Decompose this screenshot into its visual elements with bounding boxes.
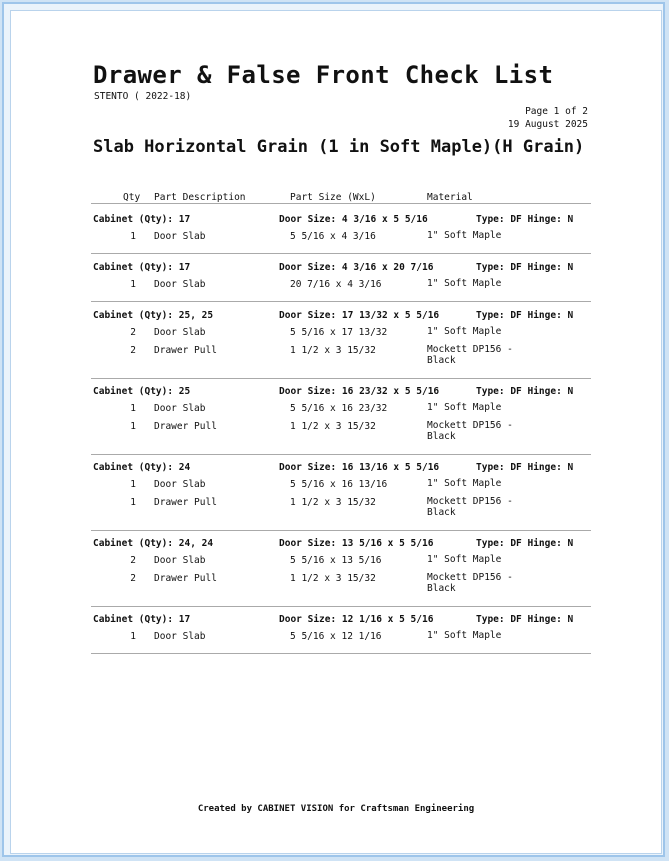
part-description: Door Slab <box>154 279 206 290</box>
part-description: Door Slab <box>154 479 206 490</box>
part-description: Door Slab <box>154 631 206 642</box>
door-size: Door Size: 16 23/32 x 5 5/16 <box>279 386 440 397</box>
cabinet-qty: Cabinet (Qty): 17 <box>93 262 191 273</box>
type-hinge: Type: DF Hinge: N <box>476 310 574 321</box>
part-material: Mockett DP156 - Black <box>427 572 513 594</box>
report-page <box>10 10 662 854</box>
part-description: Drawer Pull <box>154 497 217 508</box>
part-description: Drawer Pull <box>154 573 217 584</box>
part-size: 1 1/2 x 3 15/32 <box>290 573 376 584</box>
part-qty: 2 <box>130 345 136 356</box>
part-size: 5 5/16 x 16 13/16 <box>290 479 388 490</box>
type-hinge: Type: DF Hinge: N <box>476 462 574 473</box>
col-size-header: Part Size (WxL) <box>290 192 376 203</box>
part-size: 1 1/2 x 3 15/32 <box>290 345 376 356</box>
part-size: 5 5/16 x 16 23/32 <box>290 403 388 414</box>
report-date: 19 August 2025 <box>507 119 588 130</box>
part-size: 5 5/16 x 17 13/32 <box>290 327 388 338</box>
part-material: 1" Soft Maple <box>427 230 502 241</box>
type-hinge: Type: DF Hinge: N <box>476 214 574 225</box>
page-number: Page 1 of 2 <box>525 106 588 117</box>
part-size: 5 5/16 x 4 3/16 <box>290 231 376 242</box>
door-size: Door Size: 4 3/16 x 20 7/16 <box>279 262 434 273</box>
part-qty: 1 <box>130 403 136 414</box>
door-size: Door Size: 13 5/16 x 5 5/16 <box>279 538 434 549</box>
part-qty: 2 <box>130 327 136 338</box>
footer-credit: Created by CABINET VISION for Craftsman Engineering <box>197 804 475 814</box>
cabinet-qty: Cabinet (Qty): 25, 25 <box>93 310 214 321</box>
section-title: Slab Horizontal Grain (1 in Soft Maple)(H Grain) <box>93 137 585 157</box>
part-qty: 1 <box>130 479 136 490</box>
part-qty: 2 <box>130 555 136 566</box>
part-material: 1" Soft Maple <box>427 278 502 289</box>
door-size: Door Size: 17 13/32 x 5 5/16 <box>279 310 440 321</box>
part-size: 5 5/16 x 13 5/16 <box>290 555 382 566</box>
part-qty: 1 <box>130 421 136 432</box>
part-description: Door Slab <box>154 327 206 338</box>
job-name: STENTO ( 2022-18) <box>94 91 192 102</box>
page-info <box>508 105 588 131</box>
part-qty: 1 <box>130 631 136 642</box>
part-qty: 2 <box>130 573 136 584</box>
part-qty: 1 <box>130 279 136 290</box>
part-material: 1" Soft Maple <box>427 554 502 565</box>
part-material: Mockett DP156 - Black <box>427 496 513 518</box>
col-desc-header: Part Description <box>154 192 246 203</box>
cabinet-qty: Cabinet (Qty): 24, 24 <box>93 538 214 549</box>
part-material: 1" Soft Maple <box>427 478 502 489</box>
col-material-header: Material <box>427 192 473 203</box>
group-divider <box>91 253 591 254</box>
door-size: Door Size: 4 3/16 x 5 5/16 <box>279 214 428 225</box>
header-rule <box>91 203 591 204</box>
type-hinge: Type: DF Hinge: N <box>476 614 574 625</box>
group-divider <box>91 606 591 607</box>
group-divider <box>91 378 591 379</box>
part-qty: 1 <box>130 497 136 508</box>
type-hinge: Type: DF Hinge: N <box>476 538 574 549</box>
part-description: Drawer Pull <box>154 345 217 356</box>
group-divider <box>91 653 591 654</box>
part-material: 1" Soft Maple <box>427 402 502 413</box>
group-divider <box>91 454 591 455</box>
cabinet-qty: Cabinet (Qty): 17 <box>93 214 191 225</box>
col-qty-header: Qty <box>123 192 141 203</box>
group-divider <box>91 301 591 302</box>
part-size: 1 1/2 x 3 15/32 <box>290 421 376 432</box>
part-description: Door Slab <box>154 555 206 566</box>
type-hinge: Type: DF Hinge: N <box>476 386 574 397</box>
part-material: 1" Soft Maple <box>427 326 502 337</box>
part-qty: 1 <box>130 231 136 242</box>
part-description: Door Slab <box>154 231 206 242</box>
group-divider <box>91 530 591 531</box>
part-size: 20 7/16 x 4 3/16 <box>290 279 382 290</box>
viewer-frame <box>2 2 665 857</box>
part-size: 1 1/2 x 3 15/32 <box>290 497 376 508</box>
door-size: Door Size: 16 13/16 x 5 5/16 <box>279 462 440 473</box>
cabinet-qty: Cabinet (Qty): 25 <box>93 386 191 397</box>
type-hinge: Type: DF Hinge: N <box>476 262 574 273</box>
part-description: Door Slab <box>154 403 206 414</box>
part-material: Mockett DP156 - Black <box>427 420 513 442</box>
cabinet-qty: Cabinet (Qty): 24 <box>93 462 191 473</box>
part-material: 1" Soft Maple <box>427 630 502 641</box>
door-size: Door Size: 12 1/16 x 5 5/16 <box>279 614 434 625</box>
part-description: Drawer Pull <box>154 421 217 432</box>
cabinet-qty: Cabinet (Qty): 17 <box>93 614 191 625</box>
part-size: 5 5/16 x 12 1/16 <box>290 631 382 642</box>
report-title: Drawer & False Front Check List <box>93 61 554 89</box>
part-material: Mockett DP156 - Black <box>427 344 513 366</box>
